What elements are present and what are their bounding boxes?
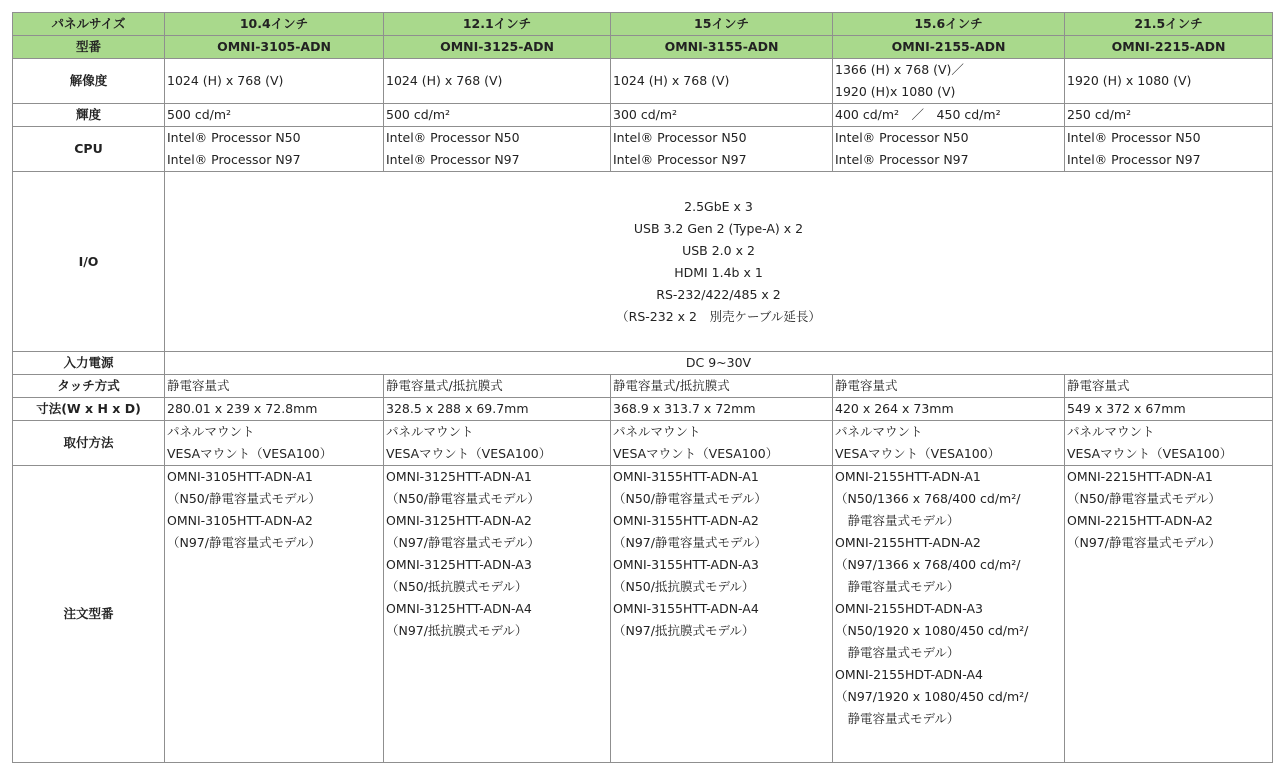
cell-line: （N50/抵抗膜式モデル） [613,579,755,594]
cell-line: パネルマウント [835,424,923,439]
brightness-cell: 250 cd/m² [1065,104,1273,127]
dimensions-cell: 368.9 x 313.7 x 72mm [611,398,833,421]
brightness-cell: 300 cd/m² [611,104,833,127]
cell-line: Intel® Processor N97 [1067,152,1201,167]
cell-line: 1920 (H)x 1080 (V) [835,84,956,99]
cell-line: （N50/静電容量式モデル） [613,491,767,506]
order-cell [165,466,384,763]
touch-cell: 静電容量式/抵抗膜式 [611,375,833,398]
power-row [13,352,1273,375]
cpu-cell [611,127,833,172]
cell-line: OMNI-3125HTT-ADN-A2 [386,513,532,528]
cell-line: HDMI 1.4b x 1 [674,264,763,280]
order-row [13,466,1273,763]
cell-line: Intel® Processor N97 [386,152,520,167]
header-label: パネルサイズ [13,13,165,36]
cell-line: OMNI-2215HTT-ADN-A2 [1067,513,1213,528]
resolution-cell [611,59,833,104]
size-cell: 21.5インチ [1065,13,1273,36]
cell-line: （N50/1920 x 1080/450 cd/m²/ [835,623,1029,638]
spec-table [12,12,1273,763]
touch-cell: 静電容量式 [1065,375,1273,398]
cell-line: OMNI-3125HTT-ADN-A4 [386,601,532,616]
dimensions-cell: 549 x 372 x 67mm [1065,398,1273,421]
cell-line: OMNI-3155HTT-ADN-A1 [613,469,759,484]
cpu-cell [165,127,384,172]
cell-line: 2.5GbE x 3 [684,198,753,214]
touch-label: タッチ方式 [13,375,165,398]
cell-line: VESAマウント（VESA100） [386,446,552,461]
cell-line: （N50/抵抗膜式モデル） [386,579,528,594]
resolution-cell [165,59,384,104]
cell-line: VESAマウント（VESA100） [167,446,333,461]
mount-cell [384,421,611,466]
size-cell: 10.4インチ [165,13,384,36]
resolution-row [13,59,1273,104]
cell-line: 静電容量式モデル） [835,579,960,594]
cell-line: （RS-232 x 2 別売ケーブル延長） [616,308,821,324]
cell-line: Intel® Processor N97 [613,152,747,167]
mount-label: 取付方法 [13,421,165,466]
cell-line: VESAマウント（VESA100） [1067,446,1233,461]
cell-line: OMNI-3125HTT-ADN-A1 [386,469,532,484]
cell-line: OMNI-3105HTT-ADN-A2 [167,513,313,528]
model-cell: OMNI-2155-ADN [833,36,1065,59]
cell-line: VESAマウント（VESA100） [613,446,779,461]
cell-line: RS-232/422/485 x 2 [656,286,781,302]
cell-line: Intel® Processor N50 [835,130,969,145]
model-cell: OMNI-2215-ADN [1065,36,1273,59]
brightness-row [13,104,1273,127]
brightness-cell: 500 cd/m² [165,104,384,127]
cell-line: （N97/抵抗膜式モデル） [386,623,528,638]
brightness-cell: 400 cd/m² ／ 450 cd/m² [833,104,1065,127]
cell-line: 静電容量式モデル） [835,711,960,726]
order-cell [611,466,833,763]
order-cell [833,466,1065,763]
cell-line: VESAマウント（VESA100） [835,446,1001,461]
mount-row [13,421,1273,466]
cell-line: パネルマウント [167,424,255,439]
cell-line: 静電容量式モデル） [835,513,960,528]
size-cell: 12.1インチ [384,13,611,36]
cell-line: OMNI-3155HTT-ADN-A4 [613,601,759,616]
cell-line: （N97/1366 x 768/400 cd/m²/ [835,557,1021,572]
cell-line: （N50/1366 x 768/400 cd/m²/ [835,491,1021,506]
cell-line: OMNI-2155HDT-ADN-A4 [835,667,983,682]
model-cell: OMNI-3105-ADN [165,36,384,59]
size-cell: 15インチ [611,13,833,36]
model-label: 型番 [13,36,165,59]
cpu-cell [1065,127,1273,172]
io-cell [165,172,1273,352]
cell-line: Intel® Processor N97 [835,152,969,167]
cell-line: OMNI-2155HTT-ADN-A1 [835,469,981,484]
cell-line: （N50/静電容量式モデル） [1067,491,1221,506]
resolution-cell [384,59,611,104]
dimensions-label: 寸法(W x H x D) [13,398,165,421]
touch-cell: 静電容量式 [165,375,384,398]
model-cell: OMNI-3155-ADN [611,36,833,59]
cell-line: （N97/静電容量式モデル） [1067,535,1221,550]
cell-line: 1920 (H) x 1080 (V) [1067,73,1192,88]
cell-line: （N97/静電容量式モデル） [386,535,540,550]
cpu-row [13,127,1273,172]
cell-line: （N50/静電容量式モデル） [386,491,540,506]
order-cell [1065,466,1273,763]
dimensions-cell: 328.5 x 288 x 69.7mm [384,398,611,421]
cpu-cell [833,127,1065,172]
cell-line: （N97/静電容量式モデル） [613,535,767,550]
header-row [13,13,1273,36]
cell-line: （N97/1920 x 1080/450 cd/m²/ [835,689,1029,704]
cell-line: パネルマウント [613,424,701,439]
cell-line: Intel® Processor N50 [613,130,747,145]
cell-line: OMNI-3155HTT-ADN-A3 [613,557,759,572]
touch-cell: 静電容量式/抵抗膜式 [384,375,611,398]
brightness-cell: 500 cd/m² [384,104,611,127]
model-row [13,36,1273,59]
cell-line: OMNI-2215HTT-ADN-A1 [1067,469,1213,484]
cell-line: OMNI-3155HTT-ADN-A2 [613,513,759,528]
brightness-label: 輝度 [13,104,165,127]
power-cell: DC 9~30V [165,352,1273,375]
cell-line: Intel® Processor N50 [1067,130,1201,145]
cell-line: OMNI-3105HTT-ADN-A1 [167,469,313,484]
mount-cell [165,421,384,466]
cell-line: USB 2.0 x 2 [682,242,755,258]
touch-cell: 静電容量式 [833,375,1065,398]
cell-line: Intel® Processor N97 [167,152,301,167]
cell-line: OMNI-2155HDT-ADN-A3 [835,601,983,616]
resolution-label: 解像度 [13,59,165,104]
cpu-cell [384,127,611,172]
mount-cell [833,421,1065,466]
cell-line: 静電容量式モデル） [835,645,960,660]
touch-row [13,375,1273,398]
cell-line: Intel® Processor N50 [167,130,301,145]
cell-line: パネルマウント [386,424,474,439]
cell-line: 1366 (H) x 768 (V)／ [835,62,964,77]
cell-line: （N97/静電容量式モデル） [167,535,321,550]
cell-line: （N50/静電容量式モデル） [167,491,321,506]
size-cell: 15.6インチ [833,13,1065,36]
cell-line: 1024 (H) x 768 (V) [613,73,730,88]
io-row [13,172,1273,352]
cell-line: USB 3.2 Gen 2 (Type-A) x 2 [633,220,804,236]
cell-line: OMNI-2155HTT-ADN-A2 [835,535,981,550]
dimensions-cell: 420 x 264 x 73mm [833,398,1065,421]
dimensions-row [13,398,1273,421]
cell-line: パネルマウント [1067,424,1155,439]
cell-line: 1024 (H) x 768 (V) [386,73,503,88]
order-cell [384,466,611,763]
order-label: 注文型番 [13,466,165,763]
io-label: I/O [13,172,165,352]
resolution-cell [833,59,1065,104]
cpu-label: CPU [13,127,165,172]
dimensions-cell: 280.01 x 239 x 72.8mm [165,398,384,421]
cell-line: 1024 (H) x 768 (V) [167,73,284,88]
cell-line: OMNI-3125HTT-ADN-A3 [386,557,532,572]
resolution-cell [1065,59,1273,104]
cell-line: （N97/抵抗膜式モデル） [613,623,755,638]
mount-cell [1065,421,1273,466]
power-label: 入力電源 [13,352,165,375]
model-cell: OMNI-3125-ADN [384,36,611,59]
mount-cell [611,421,833,466]
cell-line: Intel® Processor N50 [386,130,520,145]
